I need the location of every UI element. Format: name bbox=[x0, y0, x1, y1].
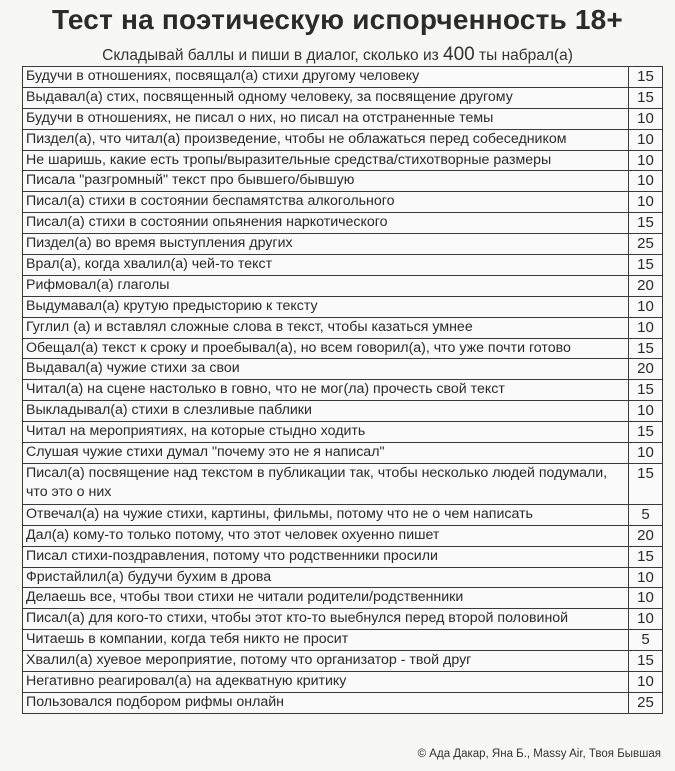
table-row bbox=[23, 171, 663, 192]
question-cell: Пользовался подбором рифмы онлайн bbox=[23, 692, 629, 713]
points-cell: 10 bbox=[629, 609, 663, 630]
question-cell: Будучи в отношениях, не писал о них, но писал на отстраненные темы bbox=[23, 108, 629, 129]
table-row bbox=[23, 213, 663, 234]
question-cell: Писал стихи-поздравления, потому что родственники просили bbox=[23, 546, 629, 567]
points-cell: 10 bbox=[629, 317, 663, 338]
points-cell: 15 bbox=[629, 87, 663, 108]
points-cell: 25 bbox=[629, 692, 663, 713]
table-row bbox=[23, 234, 663, 255]
table-row bbox=[23, 317, 663, 338]
question-cell: Не шаришь, какие есть тропы/выразительные средства/стихотворные размеры bbox=[23, 150, 629, 171]
table-row bbox=[23, 672, 663, 693]
table-row bbox=[23, 108, 663, 129]
question-cell: Негативно реагировал(а) на адекватную критику bbox=[23, 672, 629, 693]
table-row bbox=[23, 67, 663, 88]
table-row bbox=[23, 150, 663, 171]
question-cell: Рифмовал(а) глаголы bbox=[23, 275, 629, 296]
table-row bbox=[23, 463, 663, 504]
points-cell: 25 bbox=[629, 234, 663, 255]
points-cell: 15 bbox=[629, 651, 663, 672]
points-cell: 15 bbox=[629, 546, 663, 567]
question-cell: Писал(а) стихи в состоянии беспамятства алкогольного bbox=[23, 192, 629, 213]
points-cell: 10 bbox=[629, 588, 663, 609]
points-cell: 5 bbox=[629, 504, 663, 525]
question-cell: Врал(а), когда хвалил(а) чей-то текст bbox=[23, 255, 629, 276]
question-cell: Хвалил(а) хуевое мероприятие, потому что организатор - твой друг bbox=[23, 651, 629, 672]
points-cell: 10 bbox=[629, 108, 663, 129]
table-row bbox=[23, 525, 663, 546]
table-row bbox=[23, 651, 663, 672]
question-cell: Фристайлил(а) будучи бухим в дрова bbox=[23, 567, 629, 588]
question-cell: Читал на мероприятиях, на которые стыдно ходить bbox=[23, 422, 629, 443]
table-row bbox=[23, 588, 663, 609]
points-cell: 20 bbox=[629, 525, 663, 546]
points-cell: 15 bbox=[629, 463, 663, 504]
points-cell: 10 bbox=[629, 129, 663, 150]
question-cell: Выкладывал(а) стихи в слезливые паблики bbox=[23, 401, 629, 422]
question-cell: Делаешь все, чтобы твои стихи не читали родители/родственники bbox=[23, 588, 629, 609]
question-cell: Писал(а) для кого-то стихи, чтобы этот кто-то выебнулся перед второй половиной bbox=[23, 609, 629, 630]
question-cell: Писал(а) посвящение над текстом в публикации так, чтобы несколько людей подумали, что это о них bbox=[23, 463, 629, 504]
table-row bbox=[23, 630, 663, 651]
points-cell: 10 bbox=[629, 672, 663, 693]
question-cell: Пиздел(а), что читал(а) произведение, чтобы не облажаться перед собеседником bbox=[23, 129, 629, 150]
table-row bbox=[23, 255, 663, 276]
table-row bbox=[23, 296, 663, 317]
question-cell: Выдавал(а) стих, посвященный одному человеку, за посвящение другому bbox=[23, 87, 629, 108]
subtitle bbox=[0, 44, 675, 66]
question-cell: Выдавал(а) чужие стихи за свои bbox=[23, 359, 629, 380]
table-row bbox=[23, 422, 663, 443]
quiz-table bbox=[22, 66, 663, 714]
question-cell: Писала "разгромный" текст про бывшего/бывшую bbox=[23, 171, 629, 192]
question-cell: Отвечал(а) на чужие стихи, картины, фильмы, потому что не о чем написать bbox=[23, 504, 629, 525]
points-cell: 5 bbox=[629, 630, 663, 651]
points-cell: 15 bbox=[629, 255, 663, 276]
table-row bbox=[23, 359, 663, 380]
points-cell: 15 bbox=[629, 422, 663, 443]
subtitle-text-after: ты набрал(а) bbox=[474, 47, 573, 64]
question-cell: Писал(а) стихи в состоянии опьянения наркотического bbox=[23, 213, 629, 234]
page-title: Тест на поэтическую испорченность 18+ bbox=[52, 4, 623, 35]
question-cell: Читаешь в компании, когда тебя никто не просит bbox=[23, 630, 629, 651]
table-row bbox=[23, 129, 663, 150]
points-cell: 15 bbox=[629, 338, 663, 359]
table-row bbox=[23, 504, 663, 525]
points-cell: 20 bbox=[629, 359, 663, 380]
table-row bbox=[23, 567, 663, 588]
points-cell: 10 bbox=[629, 296, 663, 317]
subtitle-text-before: Складывай баллы и пиши в диалог, сколько из bbox=[102, 47, 444, 64]
question-cell: Читал(а) на сцене настолько в говно, что не мог(ла) прочесть свой текст bbox=[23, 380, 629, 401]
points-cell: 15 bbox=[629, 213, 663, 234]
question-cell: Обещал(а) текст к сроку и проебывал(а), но всем говорил(а), что уже почти готово bbox=[23, 338, 629, 359]
points-cell: 10 bbox=[629, 171, 663, 192]
table-row bbox=[23, 443, 663, 464]
table-row bbox=[23, 609, 663, 630]
question-cell: Пиздел(а) во время выступления других bbox=[23, 234, 629, 255]
table-row bbox=[23, 338, 663, 359]
points-cell: 10 bbox=[629, 443, 663, 464]
table-row bbox=[23, 692, 663, 713]
question-cell: Выдумавал(а) крутую предысторию к тексту bbox=[23, 296, 629, 317]
credits-text: © Ада Дакар, Яна Б., Massy Air, Твоя Бывшая bbox=[417, 748, 661, 760]
points-cell: 15 bbox=[629, 380, 663, 401]
question-cell: Будучи в отношениях, посвящал(а) стихи другому человеку bbox=[23, 67, 629, 88]
question-cell: Слушая чужие стихи думал "почему это не я написал" bbox=[23, 443, 629, 464]
table-row bbox=[23, 192, 663, 213]
points-cell: 15 bbox=[629, 67, 663, 88]
table-row bbox=[23, 401, 663, 422]
points-cell: 10 bbox=[629, 150, 663, 171]
table-row bbox=[23, 275, 663, 296]
subtitle-max-score: 400 bbox=[443, 44, 475, 65]
question-cell: Гуглил (а) и вставлял сложные слова в текст, чтобы казаться умнее bbox=[23, 317, 629, 338]
points-cell: 10 bbox=[629, 401, 663, 422]
points-cell: 10 bbox=[629, 567, 663, 588]
table-row bbox=[23, 380, 663, 401]
table-row bbox=[23, 546, 663, 567]
table-row bbox=[23, 87, 663, 108]
question-cell: Дал(а) кому-то только потому, что этот человек охуенно пишет bbox=[23, 525, 629, 546]
quiz-table-body bbox=[23, 67, 663, 714]
points-cell: 20 bbox=[629, 275, 663, 296]
points-cell: 10 bbox=[629, 192, 663, 213]
